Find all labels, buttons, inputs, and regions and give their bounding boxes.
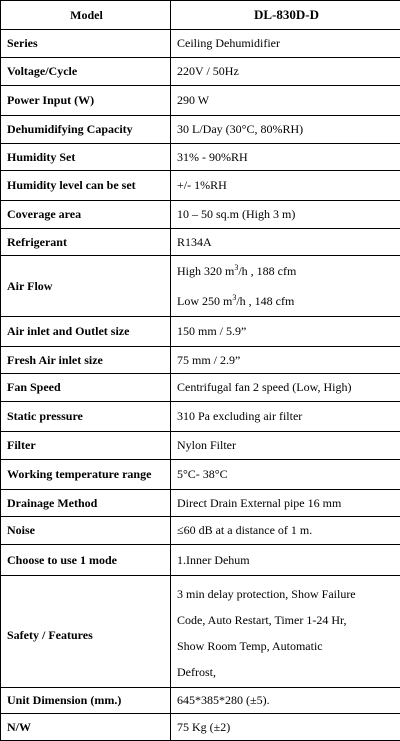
header-value: DL-830D-D — [171, 1, 400, 30]
row-value: Direct Drain External pipe 16 mm — [171, 490, 400, 517]
table-row — [1, 490, 400, 517]
row-label: N/W — [1, 714, 171, 741]
table-row — [1, 460, 400, 490]
air-flow-label: Air Flow — [1, 256, 171, 317]
row-value: 31% - 90%RH — [171, 144, 400, 171]
row-value: Ceiling Dehumidifier — [171, 30, 400, 58]
table-header-row — [1, 1, 400, 30]
table-row — [1, 116, 400, 144]
safety-line: Show Room Temp, Automatic — [177, 633, 396, 659]
table-row — [1, 201, 400, 229]
safety-line: Defrost, — [177, 659, 396, 685]
air-flow-high: High 320 $m^3/h$ , 188 cfm — [177, 256, 396, 286]
row-value: ≤60 dB at a distance of 1 m. — [171, 517, 400, 545]
row-value: 30 L/Day (30°C, 80%RH) — [171, 116, 400, 144]
row-label: Humidity level can be set — [1, 171, 171, 201]
row-value: 75 mm / 2.9” — [171, 347, 400, 374]
table-row — [1, 714, 400, 741]
row-label: Refrigerant — [1, 229, 171, 256]
row-label: Choose to use 1 mode — [1, 545, 171, 576]
safety-label: Safety / Features — [1, 576, 171, 688]
row-value: 5°C- 38°C — [171, 460, 400, 490]
row-value: 10 – 50 sq.m (High 3 m) — [171, 201, 400, 229]
row-label: Power Input (W) — [1, 86, 171, 116]
row-value: 645*385*280 (±5). — [171, 688, 400, 714]
row-label: Fan Speed — [1, 374, 171, 402]
table-row — [1, 317, 400, 347]
air-flow-value — [171, 256, 400, 317]
row-value: R134A — [171, 229, 400, 256]
row-label: Static pressure — [1, 402, 171, 432]
row-label: Voltage/Cycle — [1, 58, 171, 86]
table-row — [1, 402, 400, 432]
table-row — [1, 58, 400, 86]
row-value: 220V / 50Hz — [171, 58, 400, 86]
row-value: +/- 1%RH — [171, 171, 400, 201]
safety-line: Code, Auto Restart, Timer 1-24 Hr, — [177, 607, 396, 633]
row-label: Fresh Air inlet size — [1, 347, 171, 374]
row-label: Air inlet and Outlet size — [1, 317, 171, 347]
table-row — [1, 30, 400, 58]
table-row — [1, 86, 400, 116]
table-row-safety — [1, 576, 400, 688]
row-value: 150 mm / 5.9” — [171, 317, 400, 347]
table-row — [1, 347, 400, 374]
header-label: Model — [1, 1, 171, 30]
row-label: Unit Dimension (mm.) — [1, 688, 171, 714]
row-label: Working temperature range — [1, 460, 171, 490]
table-row — [1, 374, 400, 402]
table-row — [1, 688, 400, 714]
row-label: Coverage area — [1, 201, 171, 229]
table-row — [1, 229, 400, 256]
row-label: Dehumidifying Capacity — [1, 116, 171, 144]
safety-line: 3 min delay protection, Show Failure — [177, 581, 396, 607]
table-row — [1, 432, 400, 460]
row-value: Nylon Filter — [171, 432, 400, 460]
row-value: 75 Kg (±2) — [171, 714, 400, 741]
row-label: Noise — [1, 517, 171, 545]
row-value: 1.Inner Dehum — [171, 545, 400, 576]
table-row — [1, 171, 400, 201]
row-value: Centrifugal fan 2 speed (Low, High) — [171, 374, 400, 402]
air-flow-low: Low 250 $m^3/h$ , 148 cfm — [177, 286, 396, 316]
row-value: 310 Pa excluding air filter — [171, 402, 400, 432]
row-label: Filter — [1, 432, 171, 460]
table-row — [1, 517, 400, 545]
table-row — [1, 144, 400, 171]
row-value: 290 W — [171, 86, 400, 116]
row-label: Humidity Set — [1, 144, 171, 171]
row-label: Series — [1, 30, 171, 58]
table-row-air-flow — [1, 256, 400, 317]
table-row — [1, 545, 400, 576]
safety-value — [171, 576, 400, 688]
row-label: Drainage Method — [1, 490, 171, 517]
